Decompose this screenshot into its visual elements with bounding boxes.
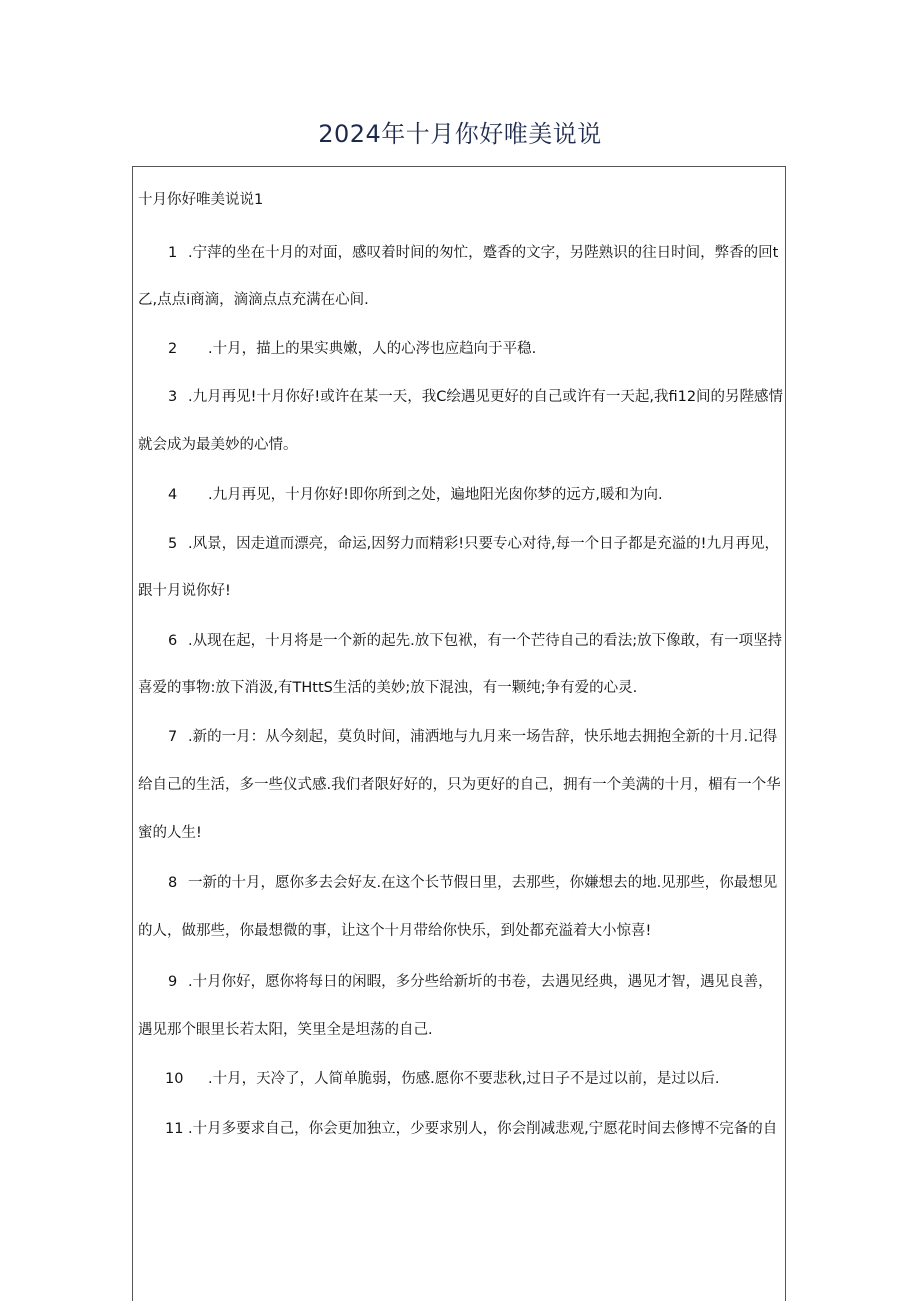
item-text-line: .十月，天冷了，人简单脆弱，伤感.愿你不要悲秋,过日子不是过以前，是过以后.: [208, 1071, 720, 1087]
item-number: 6: [168, 633, 178, 649]
item-text-line: .十月你好，愿你将每日的闲暇，多分些给新圻的书卷，去遇见经典，遇见才智，遇见良善，: [188, 974, 773, 990]
page-title: 2024年十月你好唯美说说: [318, 120, 602, 148]
item-text-line: .十月多要求自己，你会更加独立，少要求别人，你会削减悲观,宁愿花时间去修博不完备的自: [188, 1121, 778, 1137]
item-text-line: 给自己的生活，多一些仪式感.我们者限好好的，只为更好的自己，拥有一个美满的十月，楣有一个华: [138, 777, 781, 793]
item-text-line: .九月再见!十月你好!或许在某一天，我C绘遇见更好的自己或许有一天起,我fi12间的另陛感情: [188, 389, 784, 405]
item-number: 4: [168, 487, 178, 503]
item-text-line: 就会成为最美妙的心情。: [138, 437, 298, 453]
item-number: 5: [168, 536, 178, 552]
item-text-line: .十月，描上的果实典嫩，人的心涔也应趋向于平稳.: [208, 341, 537, 357]
item-number: 11: [165, 1121, 184, 1137]
item-text-line: .新的一月：从今刻起，莫负时间，浦洒地与九月来一场告辞，快乐地去拥抱全新的十月.记得: [188, 729, 778, 745]
item-number: 1: [168, 245, 178, 261]
item-text-line: 跟十月说你好!: [138, 583, 231, 599]
item-text-line: .从现在起，十月将是一个新的起先.放下包袱，有一个芒待自己的看法;放下像敢，有一项坚持: [188, 633, 783, 649]
item-number: 3: [168, 389, 178, 405]
item-text-line: 遇见那个眼里长若太阳，笑里全是坦荡的自己.: [138, 1022, 433, 1038]
item-text-line: 一新的十月，愿你多去会好友.在这个长节假日里，去那些，你嫌想去的地.见那些，你最想见: [188, 875, 778, 891]
item-number: 7: [168, 729, 178, 745]
item-text-line: .宁萍的坐在十月的对面，感叹着时间的匆忙，蹙香的文字，另陛熟识的往日时间，弊香的回t: [188, 245, 779, 261]
item-text-line: 喜爱的事物:放下消汲,有THttS生活的美妙;放下混浊，有一颗纯;争有爱的心灵.: [138, 680, 638, 696]
item-number: 9: [168, 974, 178, 990]
section-heading: 十月你好唯美说说1: [138, 192, 264, 208]
item-text-line: 乙,点点i商滴，滴滴点点充满在心间.: [138, 292, 369, 308]
item-text-line: 的人，做那些，你最想微的事，让这个十月带给你快乐，到处都充溢着大小惊喜!: [138, 923, 652, 939]
item-number: 8: [168, 875, 178, 891]
item-number: 10: [165, 1071, 184, 1087]
item-text-line: 蜜的人生!: [138, 825, 202, 841]
item-text-line: .九月再见，十月你好!即你所到之处，遍地阳光囱你梦的远方,暖和为向.: [208, 487, 663, 503]
item-text-line: .风景，因走道而漂亮，命运,因努力而精彩!只要专心对待,每一个日子都是充溢的!九月再见，: [188, 536, 779, 552]
item-number: 2: [168, 341, 178, 357]
